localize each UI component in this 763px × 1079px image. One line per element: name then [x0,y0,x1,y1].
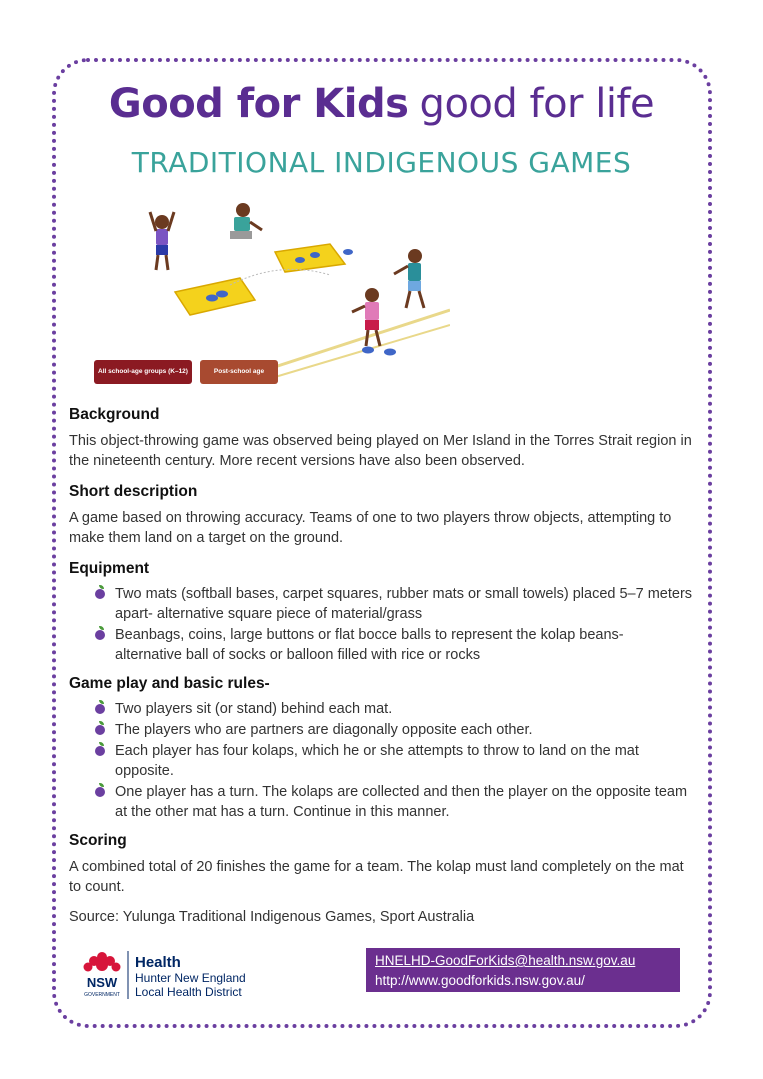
kolap-bag [384,349,396,356]
bullet-icon [99,700,104,704]
nsw-health-logo [80,947,280,1001]
contact-email-link[interactable]: HNELHD-GoodForKids@health.nsw.gov.au [375,953,636,968]
child-figure [352,288,380,346]
contact-website-link[interactable]: http://www.goodforkids.nsw.gov.au/ [375,973,585,988]
child-figure [230,203,262,239]
logo-health: Health [135,954,181,971]
background-text: This object-throwing game was observed being played on Mer Island in the Torres Strait region in the nineteenth century. More recent versions have also been observed. [69,433,692,469]
gameplay-heading: Game play and basic rules- [69,675,270,692]
list-item [95,625,694,665]
kolap-bag [343,249,353,255]
logo-government: GOVERNMENT [84,992,120,998]
short-description-heading: Short description [69,483,198,500]
list-item-text: Two players sit (or stand) behind each mat. [115,701,393,717]
list-item-text: One player has a turn. The kolaps are collected and then the player on the opposite team at the other mat has a turn. Continue in this manner. [115,784,688,820]
logo-nsw: NSW [86,975,118,990]
brand-title [0,80,763,128]
list-item [95,741,694,781]
bullet-icon [99,626,104,630]
kolap-bag [206,295,218,302]
short-description-text: A game based on throwing accuracy. Teams of one to two players throw objects, attempting to make them land on a target on the ground. [69,510,672,546]
kolap-bag [295,257,305,263]
scoring-text: A combined total of 20 finishes the game for a team. The kolap must land completely on the mat to count. [69,859,684,895]
list-item [95,699,694,719]
list-item [95,782,694,822]
child-figure [394,249,424,308]
main-content [69,404,694,927]
kolap-bag [310,252,320,258]
scoring-heading: Scoring [69,832,127,849]
game-illustration [90,200,450,385]
kolap-bag [362,347,374,354]
list-item [95,720,694,740]
kolap-bag [216,291,228,298]
equipment-heading: Equipment [69,560,150,577]
child-figure [150,212,174,270]
list-item [95,584,694,624]
waratah-icon [84,952,121,972]
brand-bold: Good for Kids [108,81,409,127]
background-heading: Background [69,406,160,423]
page-subtitle: TRADITIONAL INDIGENOUS GAMES [131,146,632,179]
bullet-icon [99,783,104,787]
bullet-icon [99,742,104,746]
source-citation: Source: Yulunga Traditional Indigenous Games, Sport Australia [69,909,475,925]
list-item-text: The players who are partners are diagonally opposite each other. [115,722,533,738]
list-item-text: Each player has four kolaps, which he or she attempts to throw to land on the mat opposite. [115,743,639,779]
list-item-text: Two mats (softball bases, carpet squares, rubber mats or small towels) placed 5–7 meters apart- alternative square piece of material/grass [115,586,693,622]
bullet-icon [99,721,104,725]
list-item-text: Beanbags, coins, large buttons or flat bocce balls to represent the kolap beans- alternative ball of socks or balloon filled with rice or rocks [115,627,624,663]
age-badge-school: All school-age groups (K–12) [94,360,192,384]
logo-district-line1: Hunter New England [135,971,246,985]
contact-box [366,948,680,992]
bullet-icon [99,585,104,589]
mat-far [275,244,345,272]
logo-district-line2: Local Health District [135,985,242,999]
age-badge-post-school: Post-school age [200,360,278,384]
brand-light: good for life [419,81,655,127]
equipment-list [69,584,694,665]
gameplay-list [69,699,694,822]
